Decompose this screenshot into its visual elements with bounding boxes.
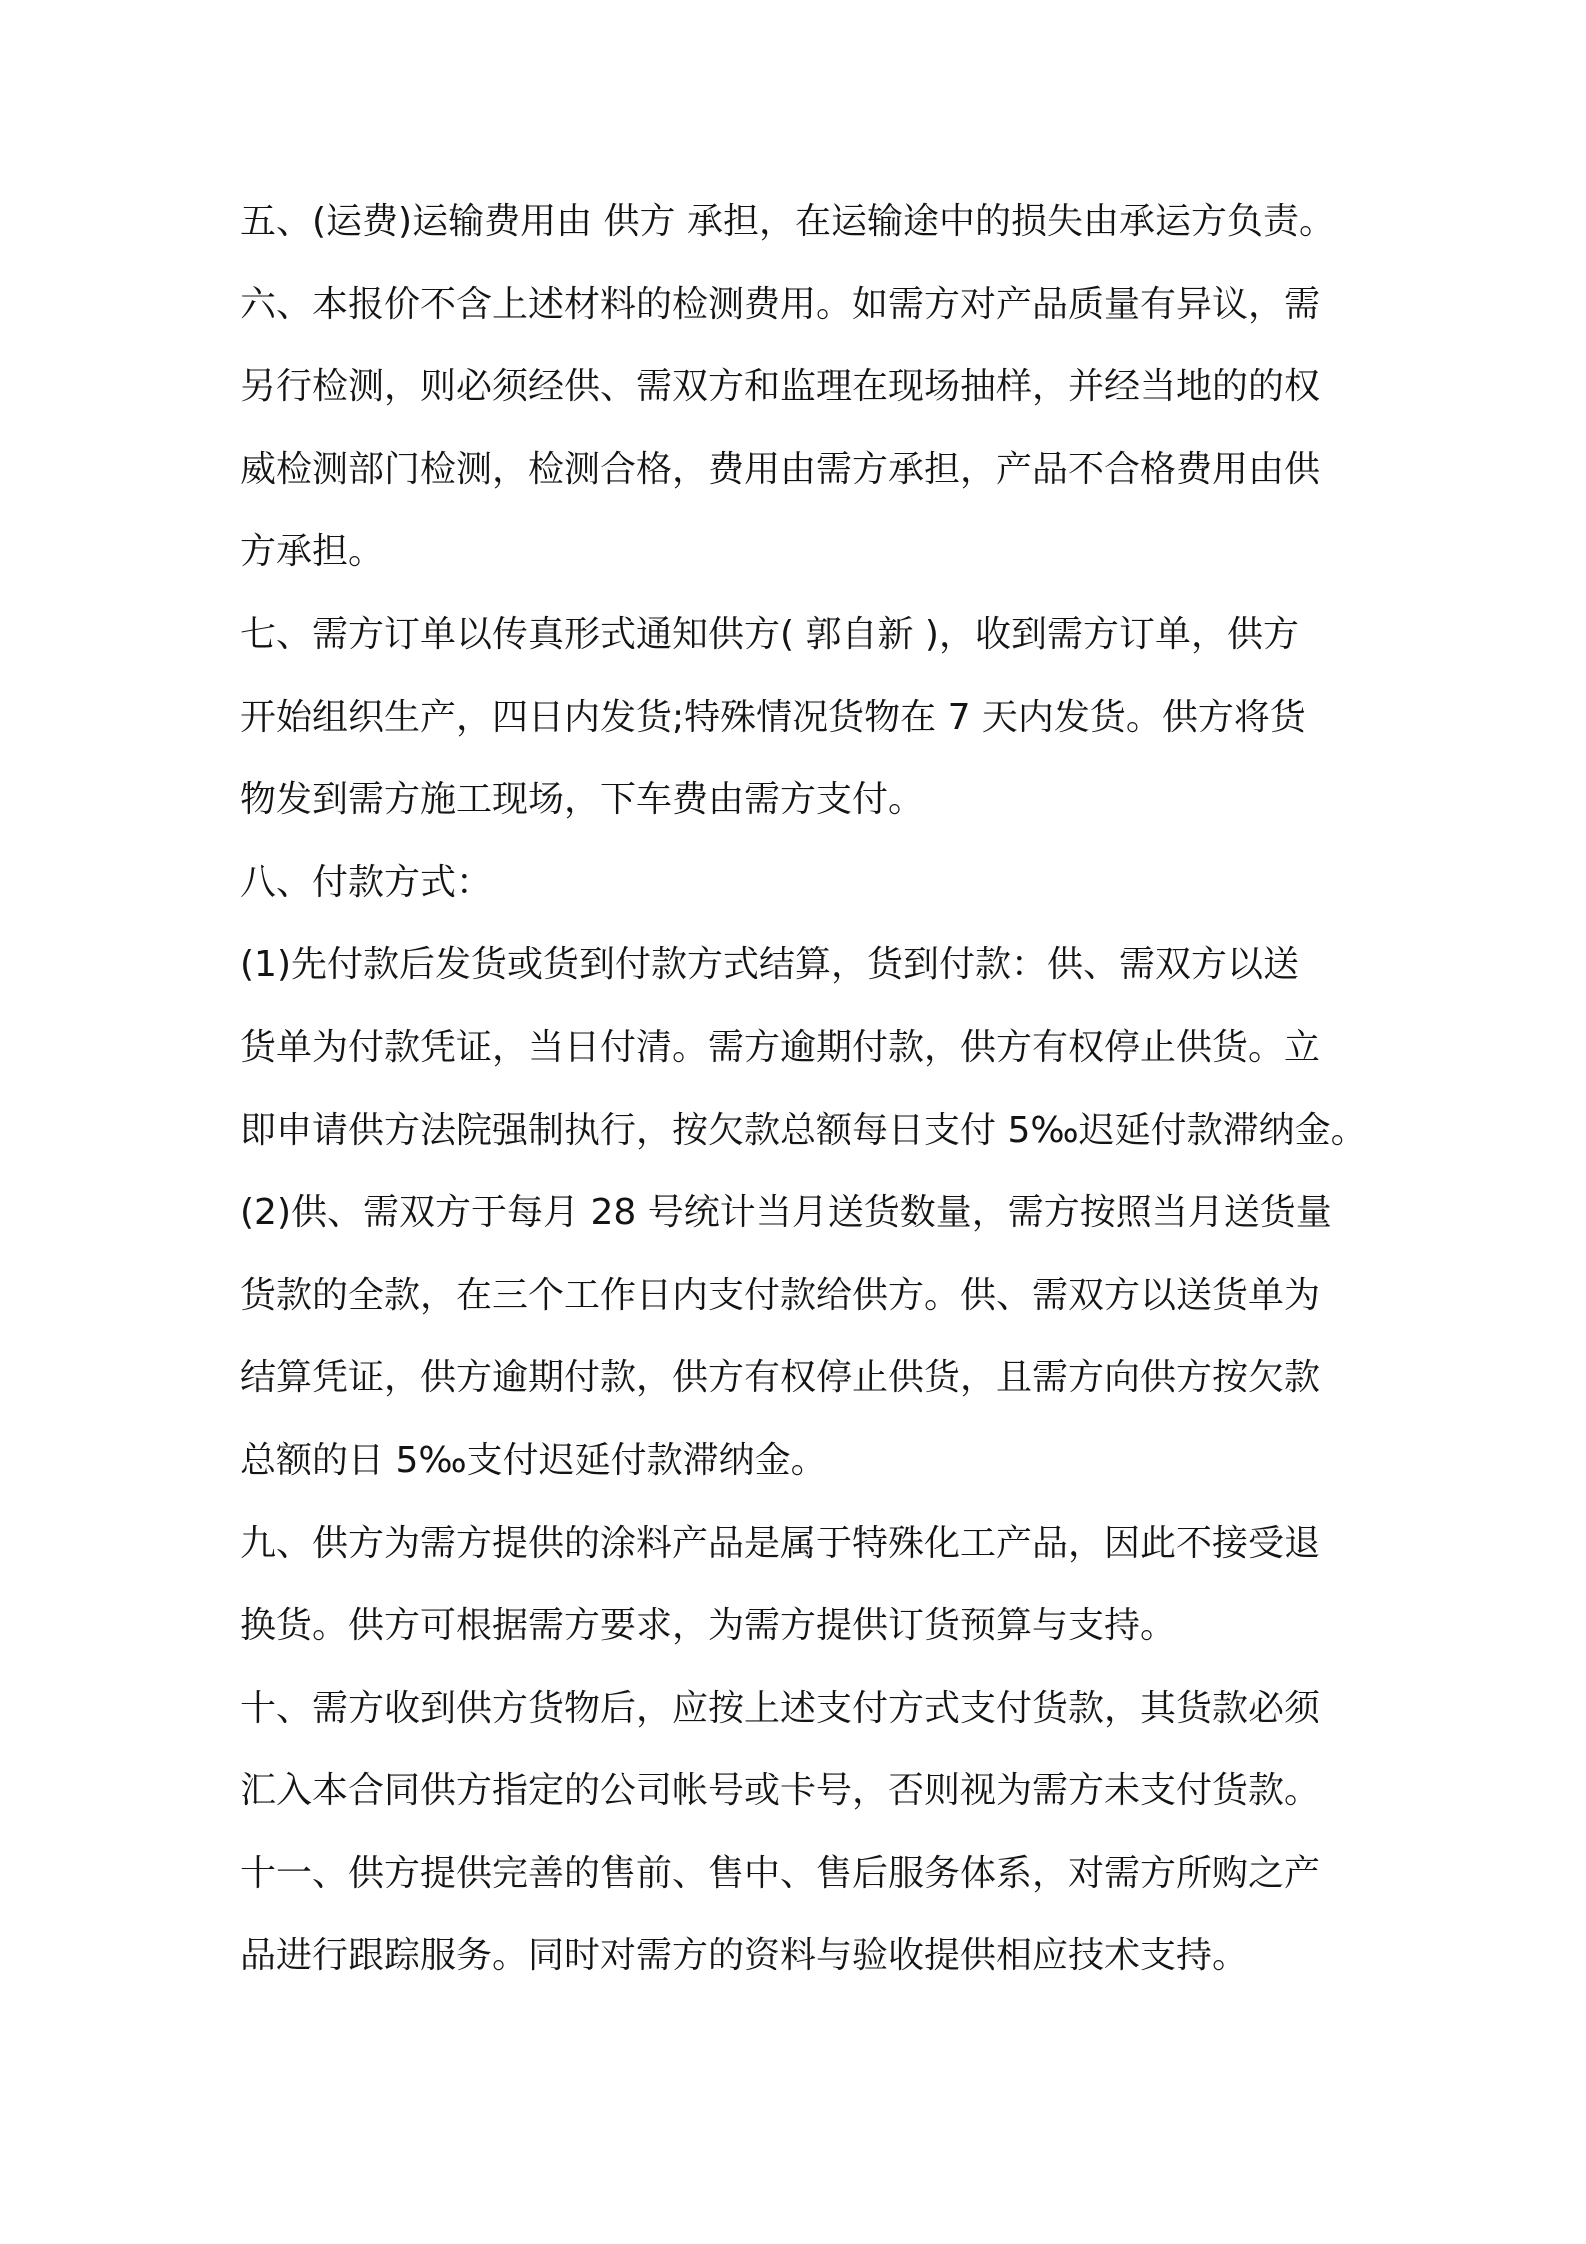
- clause-8-item-1-line-1: (1)先付款后发货或货到付款方式结算，货到付款：供、需双方以送: [240, 944, 1299, 986]
- clause-10-line-1: 十、需方收到供方货物后，应按上述支付方式支付货款，其货款必须: [240, 1687, 1321, 1729]
- clause-6-line-3: 威检测部门检测，检测合格，费用由需方承担，产品不合格费用由供: [240, 448, 1321, 490]
- clause-7-line-1: 七、需方订单以传真形式通知供方( 郭自新 )，收到需方订单，供方: [240, 613, 1299, 655]
- clause-7-line-2: 开始组织生产，四日内发货;特殊情况货物在 7 天内发货。供方将货: [240, 696, 1306, 738]
- clause-9-line-1: 九、供方为需方提供的涂料产品是属于特殊化工产品，因此不接受退: [240, 1522, 1321, 1564]
- clause-6-line-1: 六、本报价不含上述材料的检测费用。如需方对产品质量有异议，需: [240, 283, 1321, 325]
- clause-6-line-4: 方承担。: [240, 531, 385, 573]
- clause-9-line-2: 换货。供方可根据需方要求，为需方提供订货预算与支持。: [240, 1605, 1177, 1647]
- clause-7-line-3: 物发到需方施工现场，下车费由需方支付。: [240, 779, 925, 821]
- clause-8-heading: 八、付款方式：: [240, 861, 493, 903]
- clause-5-line-1: 五、(运费)运输费用由 供方 承担，在运输途中的损失由承运方负责。: [240, 201, 1335, 242]
- clause-6-line-2: 另行检测，则必须经供、需双方和监理在现场抽样，并经当地的的权: [240, 366, 1321, 408]
- clause-8-item-2-line-2: 货款的全款，在三个工作日内支付款给供方。供、需双方以送货单为: [240, 1274, 1321, 1316]
- clause-8-item-2-line-1: (2)供、需双方于每月 28 号统计当月送货数量，需方按照当月送货量: [240, 1192, 1332, 1234]
- clause-8-item-1-line-2: 货单为付款凭证，当日付清。需方逾期付款，供方有权停止供货。立: [240, 1026, 1321, 1068]
- clause-8-item-1-line-3: 即申请供方法院强制执行，按欠款总额每日支付 5‰迟延付款滞纳金。: [240, 1109, 1367, 1151]
- clause-8-item-2-line-3: 结算凭证，供方逾期付款，供方有权停止供货，且需方向供方按欠款: [240, 1357, 1321, 1399]
- clause-8-item-2-line-4: 总额的日 5‰支付迟延付款滞纳金。: [240, 1439, 827, 1481]
- clause-10-line-2: 汇入本合同供方指定的公司帐号或卡号，否则视为需方未支付货款。: [240, 1770, 1321, 1812]
- document-body: [240, 198, 1370, 2015]
- clause-11-line-2: 品进行跟踪服务。同时对需方的资料与验收提供相应技术支持。: [240, 1935, 1249, 1977]
- clause-11-line-1: 十一、供方提供完善的售前、售中、售后服务体系，对需方所购之产: [240, 1852, 1321, 1894]
